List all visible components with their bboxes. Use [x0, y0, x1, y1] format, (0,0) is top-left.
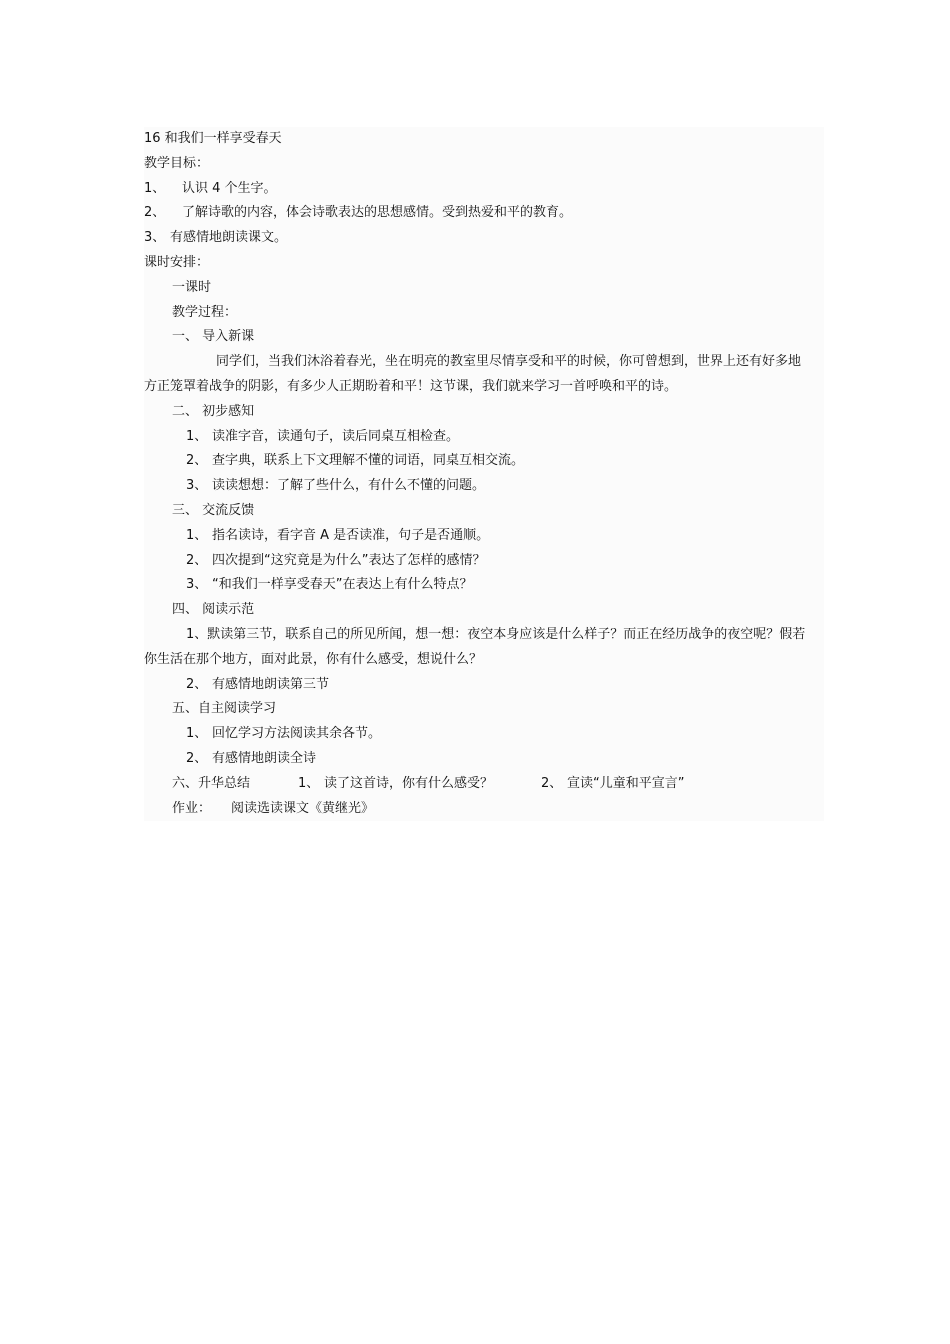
objective-number: 2、 — [144, 205, 166, 221]
item-number: 1、 — [298, 775, 320, 791]
section-heading-self-study: 五、自主阅读学习 — [172, 701, 277, 717]
objectives-heading: 教学目标： — [144, 155, 210, 171]
list-item — [144, 524, 824, 549]
list-item — [144, 573, 824, 598]
item-number: 2、 — [186, 552, 208, 568]
item-text: 读读想想：了解了些什么，有什么不懂的问题。 — [212, 478, 486, 494]
list-item — [144, 449, 824, 474]
objective-item — [144, 177, 824, 202]
item-number: 1、 — [186, 428, 208, 444]
item-number: 3、 — [186, 577, 208, 593]
lesson-title: 16 和我们一样享受春天 — [144, 131, 282, 146]
item-text: 有感情地朗读全诗 — [212, 750, 317, 766]
section-heading-feedback: 三、 交流反馈 — [172, 502, 255, 518]
intro-paragraph: 同学们，当我们沐浴着春光，坐在明亮的教室里尽情享受和平的时候，你可曾想到，世界上还有好多地方正笼罩着战争的阴影，有多少人正期盼着和平！这节课，我们就来学习一首呼唤和平的诗。 — [144, 354, 802, 394]
objective-item — [144, 226, 824, 251]
section-heading-intro: 一、 导入新课 — [172, 329, 255, 345]
objective-text: 了解诗歌的内容，体会诗歌表达的思想感情。受到热爱和平的教育。 — [182, 205, 573, 221]
item-number: 2、 — [541, 775, 563, 791]
list-item — [144, 425, 824, 450]
list-item — [144, 673, 824, 698]
objective-item — [144, 201, 824, 226]
homework-text: 阅读选读课文《黄继光》 — [231, 800, 375, 816]
homework-line — [144, 797, 824, 822]
item-text: “和我们一样享受春天”在表达上有什么特点？ — [212, 577, 473, 593]
reading-demo-paragraph: 1、默读第三节，联系自己的所见所闻，想一想：夜空本身应该是什么样子？而正在经历战争的夜空呢？假若你生活在那个地方，面对此景，你有什么感受，想说什么？ — [144, 626, 806, 667]
summary-line — [144, 772, 824, 797]
summary-heading: 六、升华总结 — [172, 775, 251, 791]
process-heading: 教学过程： — [172, 304, 238, 320]
lesson-plan-content — [144, 127, 824, 821]
item-number: 1、 — [186, 527, 208, 543]
objective-text: 认识 4 个生字。 — [182, 180, 277, 196]
item-number: 3、 — [186, 478, 208, 494]
objective-number: 1、 — [144, 180, 166, 196]
item-text: 回忆学习方法阅读其余各节。 — [212, 726, 382, 742]
objective-text: 有感情地朗读课文。 — [170, 230, 288, 246]
item-text: 读准字音，读通句子，读后同桌互相检查。 — [212, 428, 460, 444]
list-item — [144, 747, 824, 772]
item-text: 四次提到“这究竟是为什么”表达了怎样的感情？ — [212, 552, 486, 568]
item-number: 2、 — [186, 676, 208, 692]
item-text: 查字典，联系上下文理解不懂的词语，同桌互相交流。 — [212, 453, 525, 469]
schedule-value: 一课时 — [172, 279, 212, 295]
summary-item-text: 宣读“儿童和平宣言” — [567, 775, 685, 791]
homework-label: 作业： — [172, 800, 212, 816]
summary-item-text: 读了这首诗，你有什么感受？ — [324, 775, 494, 791]
item-number: 1、 — [186, 726, 208, 742]
list-item — [144, 722, 824, 747]
list-item — [144, 549, 824, 574]
item-text: 有感情地朗读第三节 — [212, 676, 330, 692]
objective-number: 3、 — [144, 230, 166, 246]
section-heading-perception: 二、 初步感知 — [172, 403, 255, 419]
item-text: 指名读诗，看字音 A 是否读准，句子是否通顺。 — [212, 527, 490, 543]
list-item — [144, 474, 824, 499]
section-heading-reading-demo: 四、 阅读示范 — [172, 602, 255, 618]
item-number: 2、 — [186, 750, 208, 766]
schedule-heading: 课时安排： — [144, 254, 210, 270]
item-number: 2、 — [186, 453, 208, 469]
